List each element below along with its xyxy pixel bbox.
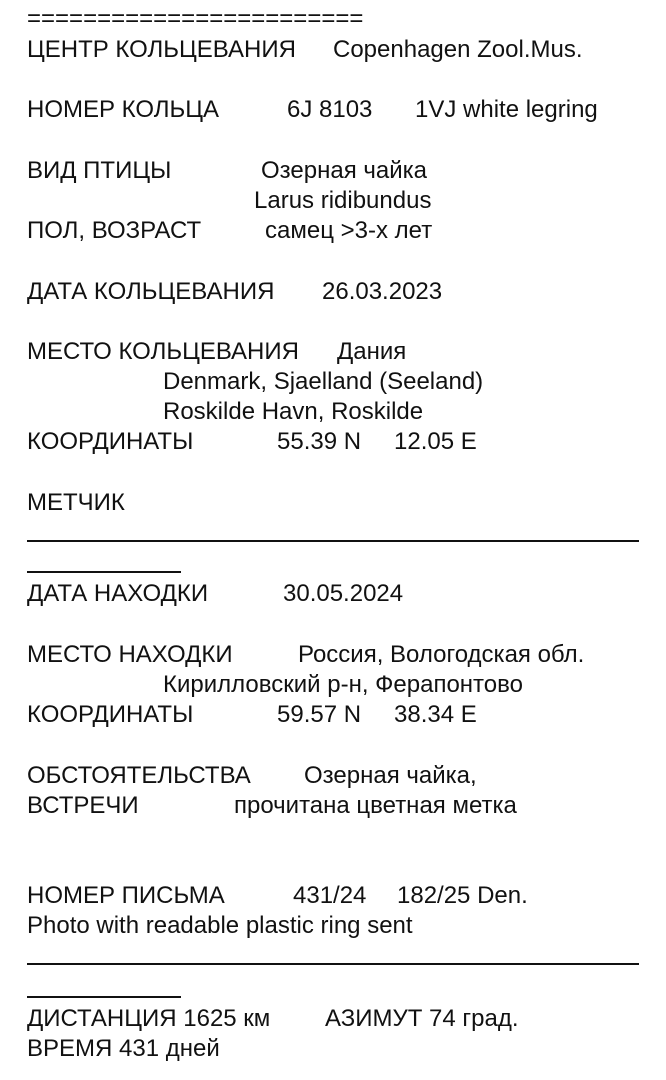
find-place-label: МЕСТО НАХОДКИ — [27, 641, 233, 668]
species-label: ВИД ПТИЦЫ — [27, 157, 172, 184]
circumstances-value-2: прочитана цветная метка — [234, 792, 517, 819]
ringer-underline — [27, 540, 639, 542]
ringing-date-label: ДАТА КОЛЬЦЕВАНИЯ — [27, 278, 275, 305]
letter-underline — [27, 963, 639, 965]
top-rule: ======================== — [27, 5, 364, 32]
ringing-place-line1: Дания — [337, 338, 407, 365]
circumstances-label-1: ОБСТОЯТЕЛЬСТВА — [27, 762, 251, 789]
letter-underline-short — [27, 996, 181, 998]
ringing-place-line3: Roskilde Havn, Roskilde — [163, 398, 424, 425]
find-coords-lat: 59.57 N — [277, 701, 362, 728]
ringing-place-line2: Denmark, Sjaelland (Seeland) — [163, 368, 484, 395]
find-coords-label: КООРДИНАТЫ — [27, 701, 194, 728]
find-place-line2: Кирилловский р-н, Ферапонтово — [163, 671, 523, 698]
species-value-lat: Larus ridibundus — [254, 187, 432, 214]
sex-age-label: ПОЛ, ВОЗРАСТ — [27, 217, 202, 244]
ring-number-label: НОМЕР КОЛЬЦА — [27, 96, 220, 123]
circumstances-value-1: Озерная чайка, — [304, 762, 477, 789]
ringer-label: МЕТЧИК — [27, 489, 125, 516]
ring-center-value: Copenhagen Zool.Mus. — [333, 36, 583, 63]
find-coords-lon: 38.34 E — [394, 701, 477, 728]
ringing-date-value: 26.03.2023 — [322, 278, 443, 305]
letter-ref: 182/25 Den. — [397, 882, 528, 909]
ringing-coords-label: КООРДИНАТЫ — [27, 428, 194, 455]
ringing-coords-lat: 55.39 N — [277, 428, 362, 455]
letter-note: Photo with readable plastic ring sent — [27, 912, 413, 939]
find-place-line1: Россия, Вологодская обл. — [298, 641, 585, 668]
ringer-underline-short — [27, 571, 181, 573]
circumstances-label-2: ВСТРЕЧИ — [27, 792, 139, 819]
species-value-ru: Озерная чайка — [261, 157, 427, 184]
ring-number-value: 6J 8103 — [287, 96, 373, 123]
ringing-place-label: МЕСТО КОЛЬЦЕВАНИЯ — [27, 338, 299, 365]
time-text: ВРЕМЯ 431 дней — [27, 1035, 220, 1062]
sex-age-value: самец >3-х лет — [265, 217, 433, 244]
ringing-coords-lon: 12.05 E — [394, 428, 477, 455]
ring-number-extra: 1VJ white legring — [415, 96, 598, 123]
letter-label: НОМЕР ПИСЬМА — [27, 882, 225, 909]
ring-center-label: ЦЕНТР КОЛЬЦЕВАНИЯ — [27, 36, 296, 63]
distance-text: ДИСТАНЦИЯ 1625 км — [27, 1005, 271, 1032]
letter-number: 431/24 — [293, 882, 367, 909]
find-date-label: ДАТА НАХОДКИ — [27, 580, 209, 607]
find-date-value: 30.05.2024 — [283, 580, 404, 607]
azimuth-text: АЗИМУТ 74 град. — [325, 1005, 519, 1032]
